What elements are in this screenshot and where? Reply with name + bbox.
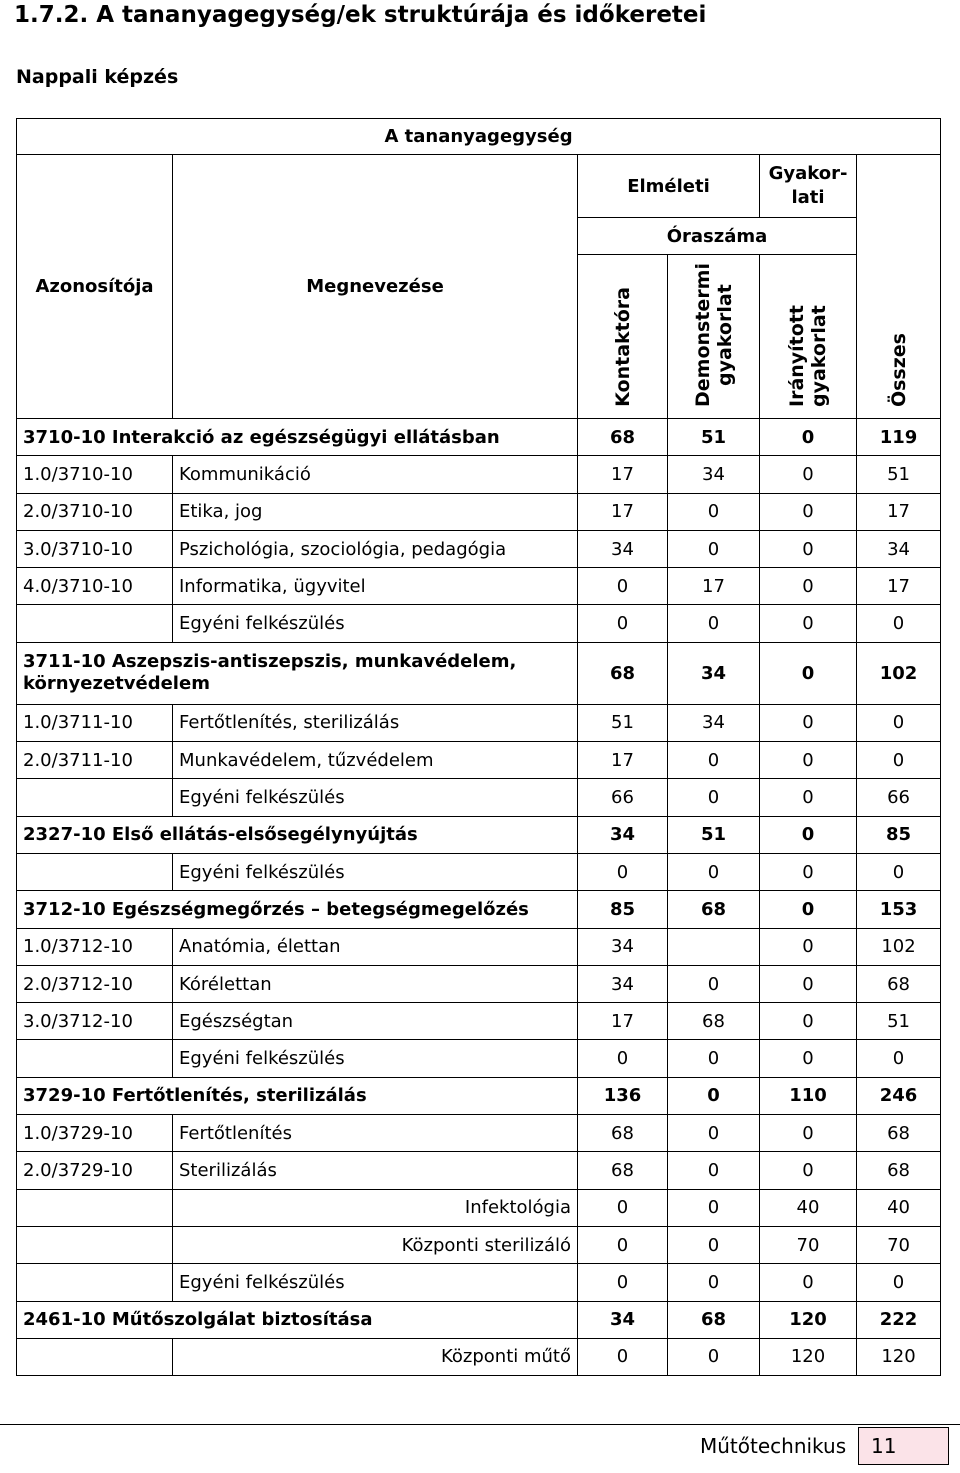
header-kontaktora: Kontaktóra — [578, 255, 668, 419]
kontaktora-value: 34 — [578, 965, 668, 1002]
osszes-value: 66 — [857, 779, 941, 816]
row-name: Egészségtan — [173, 1003, 578, 1040]
module-title: 2461-10 Műtőszolgálat biztosítása — [17, 1301, 578, 1338]
row-id: 2.0/3711-10 — [17, 742, 173, 779]
table-row — [17, 816, 941, 853]
table-row — [17, 1264, 941, 1301]
row-name: Egyéni felkészülés — [173, 779, 578, 816]
row-id — [17, 1338, 173, 1375]
header-osszes: Összes — [857, 155, 941, 419]
header-elmeleti: Elméleti — [578, 155, 760, 218]
kontaktora-value: 17 — [578, 493, 668, 530]
table-row — [17, 891, 941, 928]
demonstrtermi-value: 0 — [668, 1264, 760, 1301]
kontaktora-value: 34 — [578, 816, 668, 853]
osszes-value: 246 — [857, 1077, 941, 1114]
iranyitott-value: 0 — [760, 642, 857, 704]
kontaktora-value: 136 — [578, 1077, 668, 1114]
kontaktora-value: 0 — [578, 1226, 668, 1263]
demonstrtermi-value: 34 — [668, 642, 760, 704]
table-row — [17, 568, 941, 605]
table-row — [17, 1338, 941, 1375]
iranyitott-value: 0 — [760, 1003, 857, 1040]
kontaktora-value: 34 — [578, 928, 668, 965]
row-id: 1.0/3712-10 — [17, 928, 173, 965]
kontaktora-value: 17 — [578, 456, 668, 493]
demonstrtermi-value: 0 — [668, 530, 760, 567]
iranyitott-value: 0 — [760, 568, 857, 605]
row-name: Fertőtlenítés, sterilizálás — [173, 704, 578, 741]
osszes-value: 40 — [857, 1189, 941, 1226]
kontaktora-value: 17 — [578, 1003, 668, 1040]
row-id: 2.0/3712-10 — [17, 965, 173, 1002]
table-row — [17, 1077, 941, 1114]
osszes-value: 0 — [857, 742, 941, 779]
table-row — [17, 779, 941, 816]
table-row — [17, 965, 941, 1002]
table-row — [17, 1189, 941, 1226]
row-name: Egyéni felkészülés — [173, 1040, 578, 1077]
demonstrtermi-value: 0 — [668, 1338, 760, 1375]
kontaktora-value: 85 — [578, 891, 668, 928]
row-id: 3.0/3712-10 — [17, 1003, 173, 1040]
table-row — [17, 928, 941, 965]
demonstrtermi-value: 34 — [668, 456, 760, 493]
row-id — [17, 1040, 173, 1077]
demonstrtermi-value: 0 — [668, 1152, 760, 1189]
header-demonstrtermi: Demonstermi gyakorlat — [668, 255, 760, 419]
table-row — [17, 1040, 941, 1077]
iranyitott-value: 0 — [760, 1115, 857, 1152]
osszes-value: 0 — [857, 1040, 941, 1077]
table-row — [17, 642, 941, 704]
osszes-value: 85 — [857, 816, 941, 853]
row-name: Fertőtlenítés — [173, 1115, 578, 1152]
table-row — [17, 456, 941, 493]
iranyitott-value: 110 — [760, 1077, 857, 1114]
row-id — [17, 1264, 173, 1301]
table-row — [17, 419, 941, 456]
osszes-value: 34 — [857, 530, 941, 567]
osszes-value: 0 — [857, 1264, 941, 1301]
row-name: Sterilizálás — [173, 1152, 578, 1189]
osszes-value: 68 — [857, 1152, 941, 1189]
row-name: Egyéni felkészülés — [173, 853, 578, 890]
kontaktora-value: 0 — [578, 853, 668, 890]
osszes-value: 70 — [857, 1226, 941, 1263]
demonstrtermi-value: 0 — [668, 493, 760, 530]
demonstrtermi-value: 0 — [668, 1226, 760, 1263]
header-gyakorlati: Gyakor- lati — [760, 155, 857, 218]
iranyitott-value: 0 — [760, 530, 857, 567]
kontaktora-value: 68 — [578, 1152, 668, 1189]
header-group: A tananyagegység — [17, 119, 941, 155]
table-row — [17, 1301, 941, 1338]
row-id: 2.0/3729-10 — [17, 1152, 173, 1189]
demonstrtermi-value: 0 — [668, 853, 760, 890]
kontaktora-value: 66 — [578, 779, 668, 816]
row-name: Anatómia, élettan — [173, 928, 578, 965]
page-number: 11 — [858, 1427, 949, 1465]
iranyitott-value: 70 — [760, 1226, 857, 1263]
table-row — [17, 1226, 941, 1263]
row-id — [17, 605, 173, 642]
iranyitott-value: 0 — [760, 965, 857, 1002]
iranyitott-value: 120 — [760, 1338, 857, 1375]
kontaktora-value: 51 — [578, 704, 668, 741]
iranyitott-value: 0 — [760, 816, 857, 853]
section-heading: 1.7.2. A tananyagegység/ek struktúrája és időkeretei — [14, 2, 707, 28]
kontaktora-value: 0 — [578, 1338, 668, 1375]
kontaktora-value: 17 — [578, 742, 668, 779]
header-oraszama: Óraszáma — [578, 218, 857, 255]
demonstrtermi-value: 34 — [668, 704, 760, 741]
iranyitott-value: 0 — [760, 493, 857, 530]
row-name: Központi műtő — [173, 1338, 578, 1375]
demonstrtermi-value: 68 — [668, 891, 760, 928]
osszes-value: 0 — [857, 605, 941, 642]
table-row — [17, 1003, 941, 1040]
iranyitott-value: 120 — [760, 1301, 857, 1338]
demonstrtermi-value: 17 — [668, 568, 760, 605]
osszes-value: 222 — [857, 1301, 941, 1338]
iranyitott-value: 0 — [760, 891, 857, 928]
table-row — [17, 704, 941, 741]
footer-rule — [0, 1424, 960, 1425]
row-name: Infektológia — [173, 1189, 578, 1226]
kontaktora-value: 68 — [578, 419, 668, 456]
section-subheading: Nappali képzés — [16, 66, 179, 88]
osszes-value: 17 — [857, 568, 941, 605]
demonstrtermi-value: 68 — [668, 1301, 760, 1338]
iranyitott-value: 0 — [760, 853, 857, 890]
osszes-value: 153 — [857, 891, 941, 928]
row-id: 3.0/3710-10 — [17, 530, 173, 567]
kontaktora-value: 34 — [578, 1301, 668, 1338]
demonstrtermi-value: 0 — [668, 1189, 760, 1226]
kontaktora-value: 34 — [578, 530, 668, 567]
table-row — [17, 530, 941, 567]
iranyitott-value: 0 — [760, 928, 857, 965]
row-name: Kommunikáció — [173, 456, 578, 493]
table-row — [17, 493, 941, 530]
demonstrtermi-value: 68 — [668, 1003, 760, 1040]
kontaktora-value: 0 — [578, 1040, 668, 1077]
demonstrtermi-value: 51 — [668, 419, 760, 456]
row-id: 2.0/3710-10 — [17, 493, 173, 530]
row-id — [17, 779, 173, 816]
iranyitott-value: 0 — [760, 605, 857, 642]
demonstrtermi-value: 0 — [668, 1077, 760, 1114]
row-name: Központi sterilizáló — [173, 1226, 578, 1263]
table-row — [17, 605, 941, 642]
osszes-value: 68 — [857, 965, 941, 1002]
row-name: Pszichológia, szociológia, pedagógia — [173, 530, 578, 567]
row-id: 4.0/3710-10 — [17, 568, 173, 605]
row-id — [17, 853, 173, 890]
iranyitott-value: 0 — [760, 704, 857, 741]
footer-title: Műtőtechnikus — [700, 1434, 847, 1458]
osszes-value: 0 — [857, 853, 941, 890]
module-title: 3711-10 Aszepszis-antiszepszis, munkavédelem, környezetvédelem — [17, 642, 578, 704]
iranyitott-value: 0 — [760, 742, 857, 779]
kontaktora-value: 0 — [578, 1189, 668, 1226]
osszes-value: 68 — [857, 1115, 941, 1152]
row-id: 1.0/3710-10 — [17, 456, 173, 493]
row-name: Kórélettan — [173, 965, 578, 1002]
iranyitott-value: 0 — [760, 456, 857, 493]
module-title: 3729-10 Fertőtlenítés, sterilizálás — [17, 1077, 578, 1114]
row-name: Informatika, ügyvitel — [173, 568, 578, 605]
iranyitott-value: 0 — [760, 1152, 857, 1189]
osszes-value: 119 — [857, 419, 941, 456]
table-row — [17, 742, 941, 779]
demonstrtermi-value: 0 — [668, 1040, 760, 1077]
demonstrtermi-value — [668, 928, 760, 965]
iranyitott-value: 40 — [760, 1189, 857, 1226]
kontaktora-value: 0 — [578, 605, 668, 642]
osszes-value: 17 — [857, 493, 941, 530]
osszes-value: 120 — [857, 1338, 941, 1375]
row-name: Egyéni felkészülés — [173, 1264, 578, 1301]
header-iranyitott: Irányított gyakorlat — [760, 255, 857, 419]
iranyitott-value: 0 — [760, 419, 857, 456]
module-title: 2327-10 Első ellátás-elsősegélynyújtás — [17, 816, 578, 853]
iranyitott-value: 0 — [760, 1264, 857, 1301]
demonstrtermi-value: 0 — [668, 779, 760, 816]
kontaktora-value: 68 — [578, 642, 668, 704]
table-row — [17, 1115, 941, 1152]
table-row — [17, 1152, 941, 1189]
iranyitott-value: 0 — [760, 1040, 857, 1077]
demonstrtermi-value: 51 — [668, 816, 760, 853]
row-id — [17, 1226, 173, 1263]
header-azonosito: Azonosítója — [17, 155, 173, 419]
osszes-value: 51 — [857, 456, 941, 493]
table-row — [17, 853, 941, 890]
demonstrtermi-value: 0 — [668, 965, 760, 1002]
row-name: Etika, jog — [173, 493, 578, 530]
row-name: Egyéni felkészülés — [173, 605, 578, 642]
kontaktora-value: 68 — [578, 1115, 668, 1152]
kontaktora-value: 0 — [578, 1264, 668, 1301]
header-megnevezes: Megnevezése — [173, 155, 578, 419]
osszes-value: 0 — [857, 704, 941, 741]
iranyitott-value: 0 — [760, 779, 857, 816]
osszes-value: 102 — [857, 928, 941, 965]
osszes-value: 102 — [857, 642, 941, 704]
demonstrtermi-value: 0 — [668, 742, 760, 779]
osszes-value: 51 — [857, 1003, 941, 1040]
row-id: 1.0/3729-10 — [17, 1115, 173, 1152]
demonstrtermi-value: 0 — [668, 605, 760, 642]
module-title: 3710-10 Interakció az egészségügyi ellátásban — [17, 419, 578, 456]
curriculum-table — [16, 118, 941, 1376]
row-id: 1.0/3711-10 — [17, 704, 173, 741]
row-id — [17, 1189, 173, 1226]
module-title: 3712-10 Egészségmegőrzés – betegségmegelőzés — [17, 891, 578, 928]
demonstrtermi-value: 0 — [668, 1115, 760, 1152]
kontaktora-value: 0 — [578, 568, 668, 605]
row-name: Munkavédelem, tűzvédelem — [173, 742, 578, 779]
